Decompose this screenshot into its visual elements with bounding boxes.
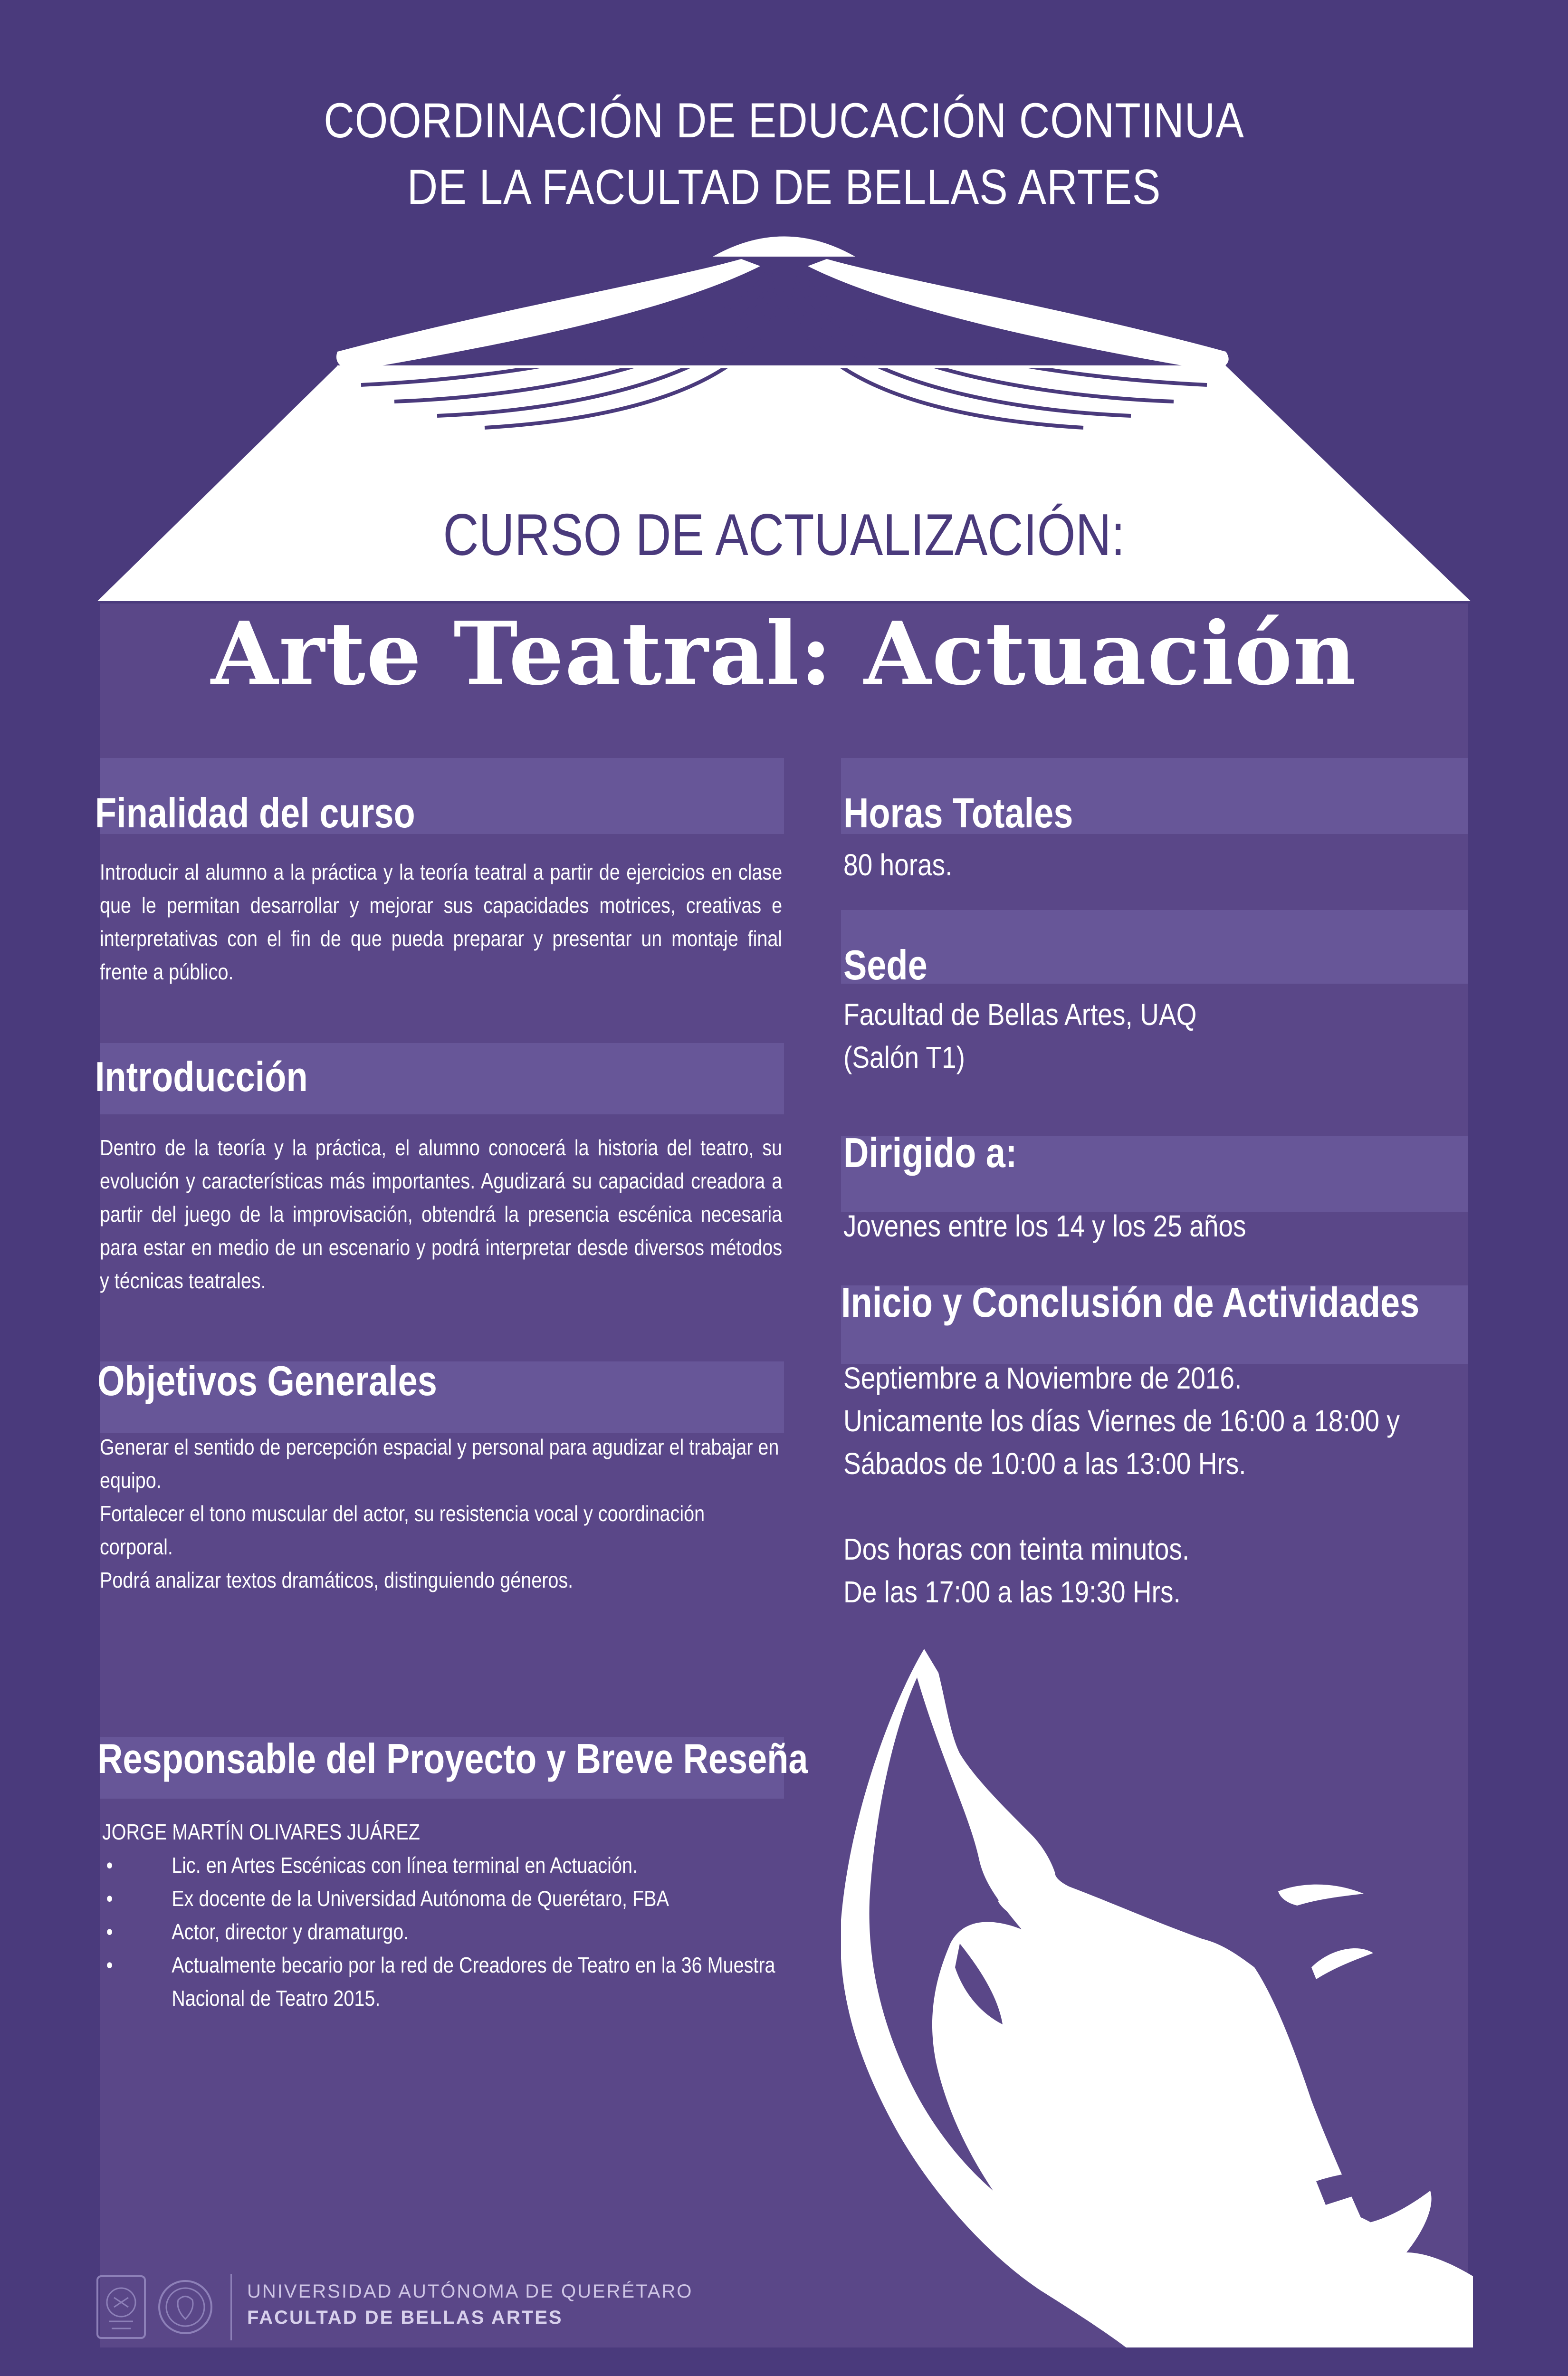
- responsable-title: Responsable del Proyecto y Breve Reseña: [97, 1735, 808, 1782]
- introduccion-title: Introducción: [95, 1053, 308, 1100]
- responsable-name: JORGE MARTÍN OLIVARES JUÁREZ: [102, 1820, 420, 1844]
- header-line-1: COORDINACIÓN DE EDUCACIÓN CONTINUA: [324, 93, 1244, 148]
- horas-title: Horas Totales: [843, 789, 1073, 836]
- horas-text: 80 horas.: [843, 848, 953, 882]
- sede-line-2: (Salón T1): [843, 1040, 965, 1074]
- responsable-block: [102, 1815, 776, 2015]
- footer-divider: [230, 2274, 232, 2340]
- fba-seal-icon: [157, 2274, 214, 2340]
- list-item: • Lic. en Artes Escénicas con línea terminal en Actuación.: [102, 1849, 776, 1882]
- theatre-face-icon: [841, 1635, 1473, 2347]
- inicio-line-3: Sábados de 10:00 a las 13:00 Hrs.: [843, 1447, 1246, 1481]
- inicio-text: [843, 1357, 1400, 1613]
- finalidad-title: Finalidad del curso: [95, 789, 415, 836]
- dirigido-text: Jovenes entre los 14 y los 25 años: [843, 1209, 1246, 1243]
- footer-university: UNIVERSIDAD AUTÓNOMA DE QUERÉTARO: [247, 2281, 693, 2302]
- objetivos-title: Objetivos Generales: [97, 1357, 437, 1404]
- inicio-title: Inicio y Conclusión de Actividades: [841, 1279, 1420, 1326]
- band-sede: [841, 910, 1468, 984]
- footer-faculty: FACULTAD DE BELLAS ARTES: [247, 2307, 563, 2328]
- inicio-line-4: Dos horas con teinta minutos.: [843, 1532, 1190, 1566]
- sede-title: Sede: [843, 941, 927, 988]
- inicio-line-1: Septiembre a Noviembre de 2016.: [843, 1361, 1242, 1395]
- objetivo-3: Podrá analizar textos dramáticos, distinguiendo géneros.: [100, 1568, 574, 1592]
- inicio-line-5: De las 17:00 a las 19:30 Hrs.: [843, 1575, 1181, 1609]
- objetivo-2: Fortalecer el tono muscular del actor, su resistencia vocal y coordinación corporal.: [100, 1501, 705, 1559]
- responsable-list: [102, 1849, 776, 2015]
- introduccion-text: Dentro de la teoría y la práctica, el alumno conocerá la historia del teatro, su evolución y características más importantes. Agudizará su capacidad creadora a partir del juego de la improvisación, obtendrá la presencia escénica necesaria para estar en medio de un escenario y podrá interpretar desde diversos métodos y técnicas teatrales.: [100, 1135, 783, 1293]
- finalidad-text: Introducir al alumno a la práctica y la teoría teatral a partir de ejercicios en clase que le permitan desarrollar y mejorar sus capacidades motrices, creativas e interpretativas con el fin de que pueda preparar y presentar un montaje final frente a público.: [100, 860, 783, 984]
- inicio-line-2: Unicamente los días Viernes de 16:00 a 18:00 y: [843, 1404, 1400, 1438]
- list-item: • Actualmente becario por la red de Creadores de Teatro en la 36 Muestra Nacional de Teatro 2015.: [102, 1948, 776, 2015]
- list-item: • Ex docente de la Universidad Autónoma de Querétaro, FBA: [102, 1882, 776, 1915]
- header-line-2: DE LA FACULTAD DE BELLAS ARTES: [407, 160, 1161, 215]
- uaq-seal-icon: [95, 2274, 147, 2340]
- list-item: • Actor, director y dramaturgo.: [102, 1915, 776, 1948]
- dirigido-title: Dirigido a:: [843, 1129, 1017, 1176]
- sede-text: [843, 993, 1196, 1079]
- sede-line-1: Facultad de Bellas Artes, UAQ: [843, 997, 1197, 1032]
- objetivo-1: Generar el sentido de percepción espacial y personal para agudizar el trabajar en equipo.: [100, 1435, 779, 1493]
- objetivos-text: [100, 1430, 782, 1597]
- course-kicker: CURSO DE ACTUALIZACIÓN:: [443, 502, 1125, 568]
- course-title: Arte Teatral: Actuación: [210, 603, 1358, 704]
